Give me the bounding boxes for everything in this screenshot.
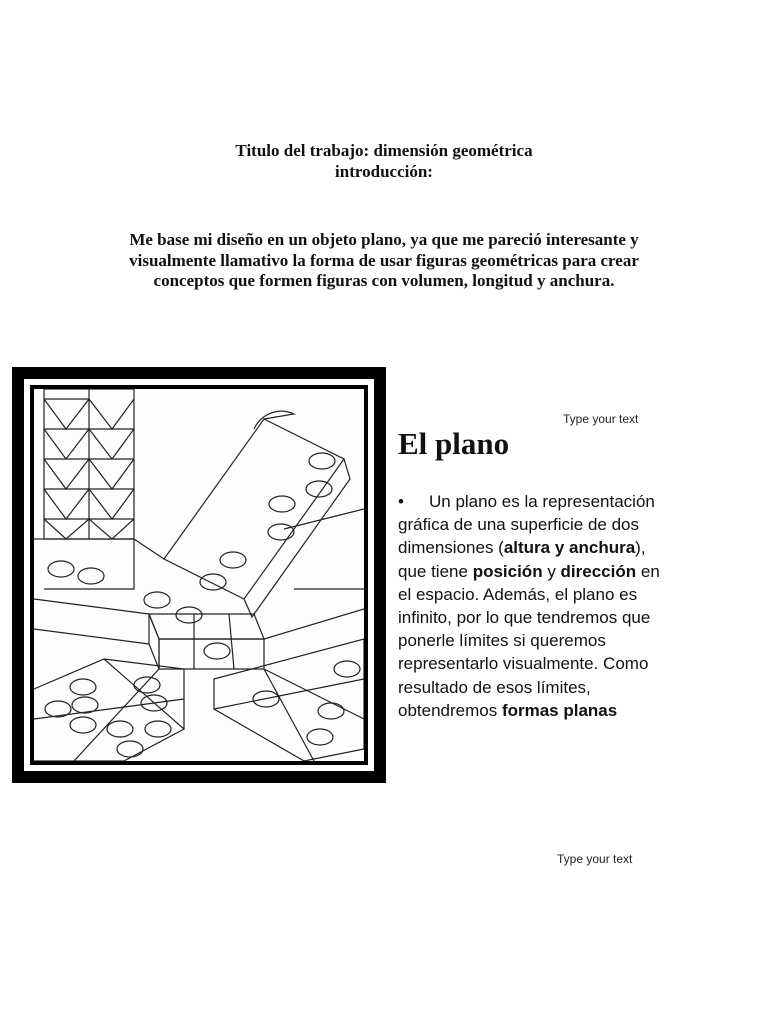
definition-text-2: ), que tiene <box>398 538 646 581</box>
definition-bold-2: posición <box>472 561 543 581</box>
geometric-drawing <box>34 389 364 761</box>
definition-text-1: Un plano es la representación gráfica de una superficie de dos dimensiones ( <box>398 492 655 558</box>
geometric-drawing-svg <box>34 389 364 761</box>
definition-paragraph <box>398 490 668 722</box>
bullet-marker: • <box>398 492 404 511</box>
definition-text-4: en el espacio. Además, el plano es infinito, por lo que tendremos que ponerle límites si queremos representarlo visualmente. Como resultado de esos límites, obtendremos <box>398 561 660 720</box>
title-line-2: introducción: <box>335 162 433 181</box>
text-placeholder-top[interactable]: Type your text <box>563 412 639 426</box>
text-placeholder-bottom[interactable]: Type your text <box>557 852 633 866</box>
domino-dots <box>45 453 360 757</box>
definition-bold-3: dirección <box>560 561 637 581</box>
artwork-frame <box>12 367 386 783</box>
intro-paragraph: Me base mi diseño en un objeto plano, ya que me pareció interesante y visualmente llamativo la forma de usar figuras geométricas para crear conceptos que formen figuras con volumen, longitud y anchura. <box>129 230 639 290</box>
definition-bold-1: altura y anchura <box>503 538 636 558</box>
definition-bold-4: formas planas <box>501 700 618 720</box>
title-line-1: Titulo del trabajo: dimensión geométrica <box>235 141 533 160</box>
definition-text-3: y <box>542 561 561 581</box>
section-heading: El plano <box>398 426 510 461</box>
document-title <box>0 140 768 182</box>
